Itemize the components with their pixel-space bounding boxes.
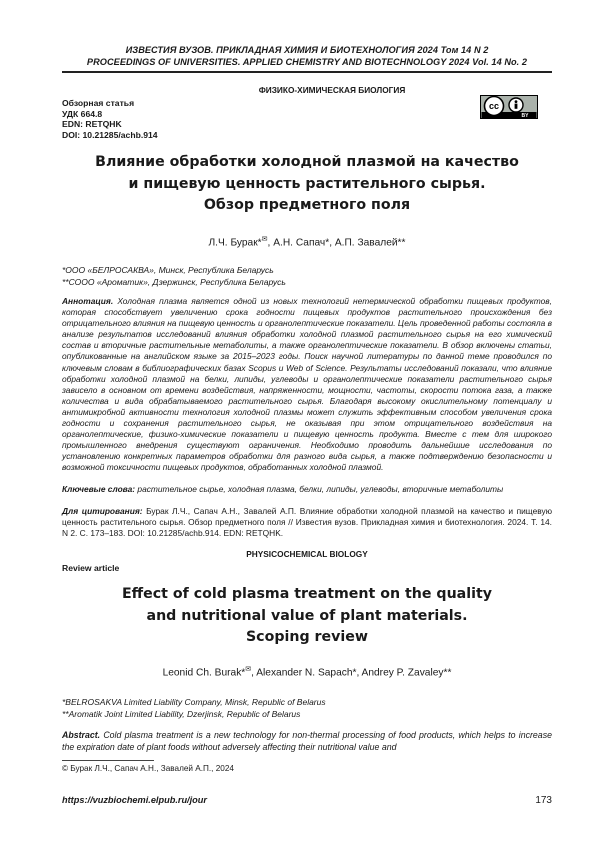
abstract-ru [62, 296, 552, 474]
affiliation-en-1: *BELROSAKVA Limited Liability Company, Minsk, Republic of Belarus [62, 697, 326, 707]
affiliation-ru-2: **СООО «Ароматик», Дзержинск, Республика Беларусь [62, 277, 286, 287]
license-label: BY [521, 113, 529, 119]
authors-rest-en: , Alexander N. Sapach*, Andrey P. Zavaley** [251, 667, 452, 679]
abstract-en-text: Cold plasma treatment is a new technology for non-thermal processing of food products, which helps to increase the expiration date of plant foods without adversely affecting their nutritional value and [62, 730, 552, 752]
article-title-ru [62, 152, 552, 217]
journal-header-en: PROCEEDINGS OF UNIVERSITIES. APPLIED CHEMISTRY AND BIOTECHNOLOGY 2024 Vol. 14 No. 2 [86, 57, 528, 67]
edn: EDN: RETQHK [62, 119, 122, 129]
keywords-ru [62, 484, 552, 495]
footnote-rule [62, 760, 154, 761]
title-ru-line-1: Влияние обработки холодной плазмой на качество [95, 154, 519, 170]
title-en-line-1: Effect of cold plasma treatment on the quality [121, 586, 493, 602]
header-rule [62, 71, 552, 73]
title-en-line-2: and nutritional value of plant materials. [146, 607, 468, 624]
article-type: Обзорная статья [62, 98, 135, 108]
abstract-ru-label: Аннотация. [62, 296, 114, 306]
abstract-en [62, 729, 552, 753]
copyright: © Бурак Л.Ч., Сапач А.Н., Завалей А.П., 2024 [62, 764, 234, 773]
citation-ru-label: Для цитирования: [62, 506, 143, 516]
section-heading-ru: ФИЗИКО-ХИМИЧЕСКАЯ БИОЛОГИЯ [258, 85, 406, 95]
authors-rest-ru: , А.Н. Сапач*, А.П. Завалей** [267, 237, 406, 249]
authors-ru [62, 236, 552, 248]
authors-en [62, 666, 552, 678]
article-type-en: Review article [62, 563, 120, 573]
citation-ru [62, 506, 552, 539]
section-heading-en: PHYSICOCHEMICAL BIOLOGY [246, 549, 368, 559]
abstract-ru-text: Холодная плазма является одной из новых технологий нетермической обработки пищевых продуктов, которая способствует увеличению срока годности пищевых продуктов растительного происхождения без отрицательного влияния на пищевую ценность и органолептические показатели. Цель проведенной работы состояла в анализе результатов исследований влияния обработки холодной плазмой растительного сырья на его химический состав и вторичные растительные метаболиты, а также органолептические показатели. В обзор включены статьи, опубликованные на английском языке за 2015–2023 годы. Поиск научной литературы по данной теме проводился по ключевым словам в библиографических базах Scopus и Web of Science. Результаты исследований показали, что влияние обработки холодной плазмой на белки, липиды, углеводы и органолептические показатели растительного сырья зависело в основном от времени воздействия, напряженности, мощности, частоты, скорости потока газа, а также количества и вида обрабатываемого растительного сырья. Благодаря высокому окислительному потенциалу и антимикробной активности технология холодной плазмы может служить эффективным способом увеличения срока годности и сохранения растительного сырья, не оказывая при этом отрицательного воздействия на органолептические, физико-химические показатели и пищевую ценность продукта. Вместе с тем для широкого промышленного внедрения существуют ограничения. Необходимо проводить дальнейшие исследования по установлению конкретных параметров обработки для разного вида сырья, а также подтверждению безопасности и возможной токсичности пищевых продуктов, обработанных холодной плазмой. [62, 296, 553, 473]
keywords-ru-label: Ключевые слова: [62, 484, 136, 494]
title-ru-line-2: и пищевую ценность растительного сырья. [128, 175, 486, 192]
affiliation-en-2: **Aromatik Joint Limited Liability, Dzerjinsk, Republic of Belarus [62, 709, 301, 719]
envelope-icon[interactable]: ✉ [245, 666, 252, 673]
svg-text:cc: cc [488, 101, 500, 112]
title-en-line-3: Scoping review [245, 629, 369, 645]
author-1-en: Leonid Ch. Burak* [162, 667, 246, 679]
article-title-en [62, 584, 552, 649]
envelope-icon[interactable]: ✉ [261, 236, 268, 243]
udk: УДК 664.8 [62, 108, 103, 119]
keywords-ru-text: растительное сырье, холодная плазма, белки, липиды, углеводы, вторичные метаболиты [137, 484, 504, 494]
affiliation-ru-1: *ООО «БЕЛРОСАКВА», Минск, Республика Беларусь [62, 265, 274, 275]
page-number: 173 [535, 795, 552, 806]
doi: DOI: 10.21285/achb.914 [62, 129, 158, 140]
journal-header-ru: ИЗВЕСТИЯ ВУЗОВ. ПРИКЛАДНАЯ ХИМИЯ И БИОТЕХНОЛОГИЯ 2024 Том 14 N 2 [125, 45, 489, 55]
journal-url[interactable]: https://vuzbiochemi.elpub.ru/jour [62, 795, 207, 805]
cc-by-license-badge[interactable] [480, 95, 538, 119]
abstract-en-label: Abstract. [62, 730, 101, 740]
author-1-ru: Л.Ч. Бурак* [208, 237, 262, 249]
title-ru-line-3: Обзор предметного поля [203, 197, 411, 213]
citation-ru-text: Бурак Л.Ч., Сапач А.Н., Завалей А.П. Влияние обработки холодной плазмой на качество и пищевую ценность растительного сырья. Обзор предметного поля // Известия вузов. Прикладная химия и биотехнология. 2024. Т. 14. N 2. С. 173–183. DOI: 10.21285/achb.914. EDN: RETQHK. [62, 506, 552, 539]
